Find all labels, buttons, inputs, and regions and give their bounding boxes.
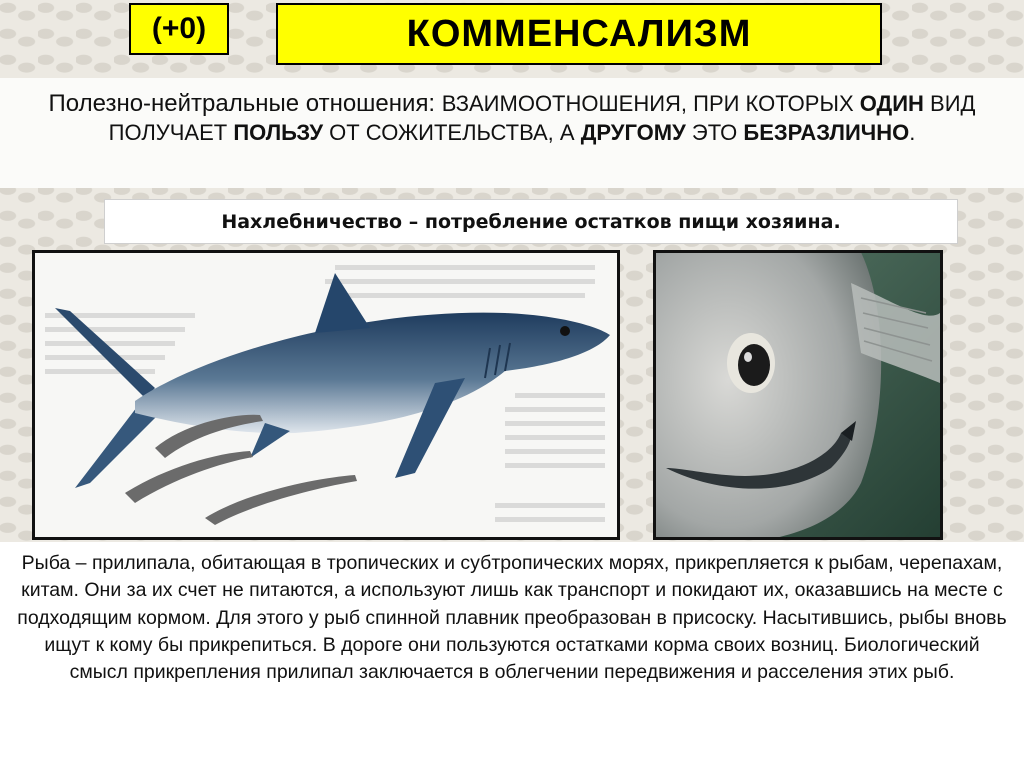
caption-text: Рыба – прилипала, обитающая в тропических и субтропических морях, прикрепляется к рыбам, черепахам, китам. Они за их счет не питаются, а используют лишь как транспорт и покидают их, оказавшись на месте с подходящим кормом. Для этого у рыб спинной плавник преобразован в присоску. Насытившись, рыбы вновь ищут к кому бы прикрепиться. В дороге они пользуются остатками корма своих возниц. Биологический смысл прикрепления прилипал заключается в облегчении передвижения и расселения этих рыб. (0, 542, 1024, 767)
definition-bold-2: ПОЛЬЗУ (233, 120, 324, 146)
definition-bold-3: ДРУГОМУ (580, 120, 686, 146)
shark-with-remoras-image (32, 250, 620, 540)
definition-text-2: ВИД ПОЛУЧАЕТ (108, 91, 976, 146)
relationship-badge: (+0) (129, 3, 229, 55)
definition-bold-4: БЕЗРАЗЛИЧНО (743, 120, 910, 146)
definition-text-5: . (909, 120, 916, 146)
definition-lead: Полезно-нейтральные отношения: (48, 90, 442, 117)
page-title: КОММЕНСАЛИЗМ (276, 3, 882, 65)
definition-block (0, 78, 1024, 188)
definition-text-3: ОТ СОЖИТЕЛЬСТВА, А (323, 120, 581, 146)
definition-text-1: ВЗАИМООТНОШЕНИЯ, ПРИ КОТОРЫХ (441, 91, 860, 116)
shark-illustration (35, 253, 617, 537)
subtitle-box: Нахлебничество – потребление остатков пищи хозяина. (104, 199, 958, 244)
definition-text-4: ЭТО (685, 120, 744, 146)
fish-illustration (656, 253, 940, 537)
definition-bold-1: ОДИН (859, 91, 924, 116)
fish-with-remora-image (653, 250, 943, 540)
